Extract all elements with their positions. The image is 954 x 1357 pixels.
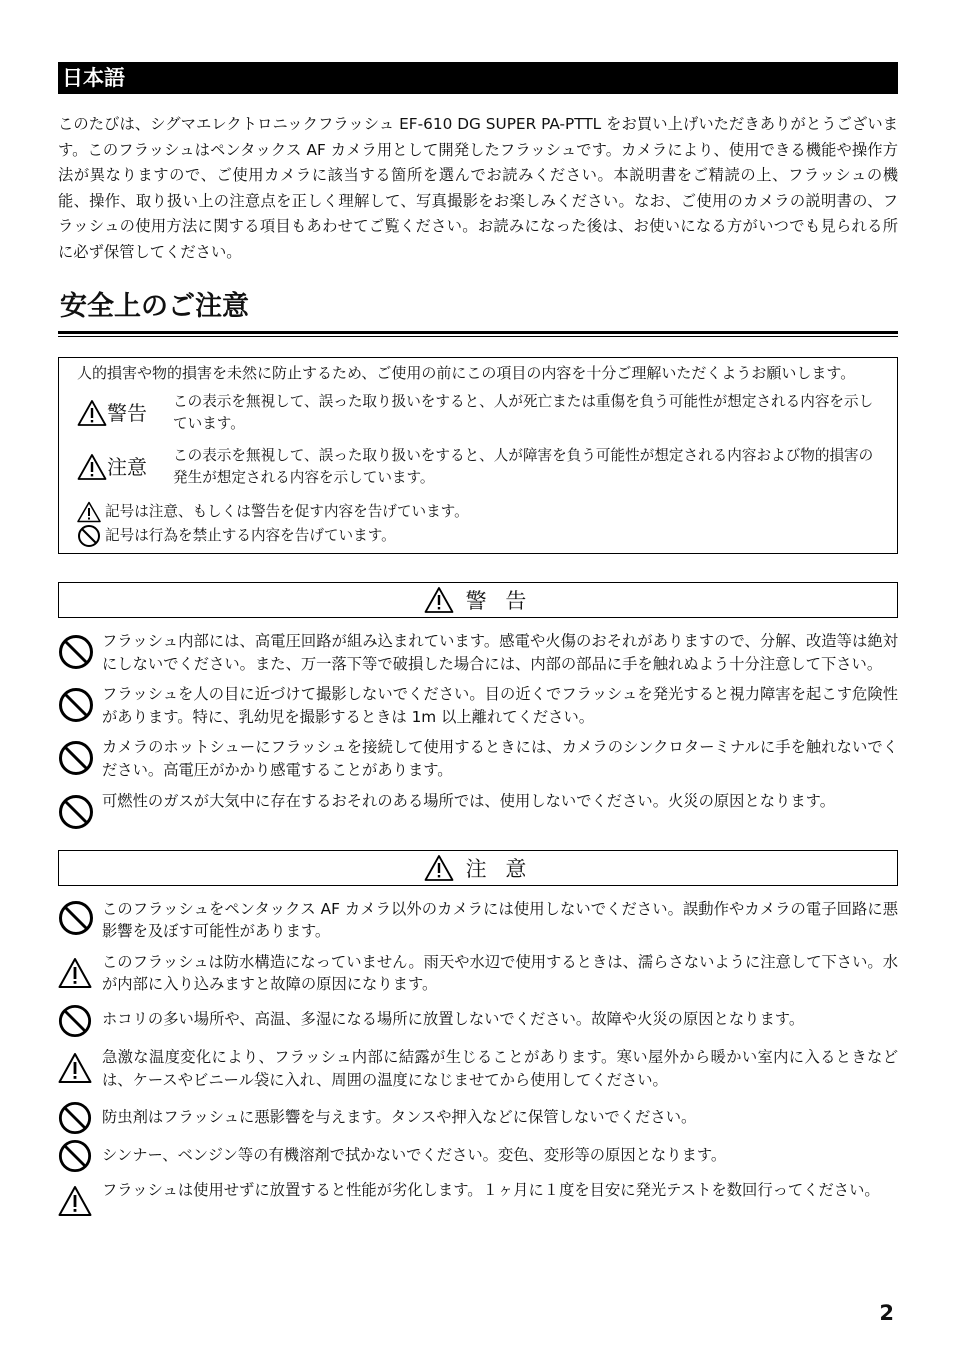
caution-list xyxy=(58,898,898,1218)
caution-triangle-icon xyxy=(58,1046,102,1084)
caution-triangle-icon xyxy=(424,854,454,882)
notice-lead: 人的損害や物的損害を未然に防止するため、ご使用の前にこの項目の内容を十分ご理解いただくようお願いします。 xyxy=(77,364,856,382)
manual-page xyxy=(58,62,898,1217)
safety-title: 安全上のご注意 xyxy=(60,291,249,322)
title-rule-thick xyxy=(58,331,898,334)
caution-item xyxy=(58,1004,898,1038)
prohibit-icon xyxy=(58,683,102,723)
prohibit-icon xyxy=(58,790,102,830)
caution-item-text: シンナー、ベンジン等の有機溶剤で拭かないでください。変色、変形等の原因となります。 xyxy=(102,1146,727,1165)
warning-definition xyxy=(77,391,879,435)
caution-triangle-icon xyxy=(58,1179,102,1217)
warning-item xyxy=(58,683,898,728)
caution-item xyxy=(58,1139,898,1173)
prohibit-icon xyxy=(58,898,102,936)
prohibit-icon xyxy=(77,524,105,548)
triangle-symbol-legend xyxy=(77,501,879,523)
warning-item xyxy=(58,790,898,830)
caution-item-text: 急激な温度変化により、フラッシュ内部に結露が生じることがあります。寒い屋外から暖かい室内に入るときなどは、ケースやビニール袋に入れ、周囲の温度になじませてから使用してください。 xyxy=(102,1047,898,1089)
caution-description: この表示を無視して、誤った取り扱いをすると、人が障害を負う可能性が想定される内容および物的損害の発生が想定される内容を示しています。 xyxy=(173,447,874,486)
prohibit-icon xyxy=(58,1101,102,1135)
warning-list xyxy=(58,630,898,830)
page-number: 2 xyxy=(879,1301,894,1325)
prohibit-icon xyxy=(58,1139,102,1173)
caution-item-text: このフラッシュをペンタックス AF カメラ以外のカメラには使用しないでください。誤動作やカメラの電子回路に悪影響を及ぼす可能性があります。 xyxy=(102,899,898,941)
prohibit-icon xyxy=(58,736,102,776)
prohibit-symbol-legend xyxy=(77,525,879,547)
caution-item xyxy=(58,898,898,943)
warning-item-text: 可燃性のガスが大気中に存在するおそれのある場所では、使用しないでください。火災の原因となります。 xyxy=(102,791,836,810)
caution-triangle-icon xyxy=(77,399,107,427)
caution-definition xyxy=(77,445,879,489)
prohibit-symbol-description: 記号は行為を禁止する内容を告げています。 xyxy=(105,527,396,544)
caution-item xyxy=(58,1101,898,1135)
caution-triangle-icon xyxy=(77,501,105,523)
warning-label-group xyxy=(77,399,173,427)
warning-label: 警告 xyxy=(107,401,147,425)
title-rule-thin xyxy=(58,336,898,337)
caution-item-text: 防虫剤はフラッシュに悪影響を与えます。タンスや押入などに保管しないでください。 xyxy=(102,1108,697,1127)
caution-section-heading: 注 意 xyxy=(465,856,533,881)
warning-description: この表示を無視して、誤った取り扱いをすると、人が死亡または重傷を負う可能性が想定される内容を示しています。 xyxy=(173,393,874,432)
notice-box xyxy=(58,357,898,554)
warning-item-text: フラッシュ内部には、高電圧回路が組み込まれています。感電や火傷のおそれがありますので、分解、改造等は絶対にしないでください。また、万一落下等で破損した場合には、内部の部品に手を触れぬよう十分注意して下さい。 xyxy=(102,632,898,673)
warning-item xyxy=(58,630,898,675)
prohibit-icon xyxy=(58,630,102,670)
caution-triangle-icon xyxy=(424,586,454,614)
caution-item-text: フラッシュは使用せずに放置すると性能が劣化します。１ヶ月に１度を目安に発光テストを数回行ってください。 xyxy=(102,1181,880,1200)
caution-triangle-icon xyxy=(58,951,102,989)
caution-section-header xyxy=(58,850,898,886)
caution-triangle-icon xyxy=(77,453,107,481)
language-heading: 日本語 xyxy=(58,62,898,94)
caution-label: 注意 xyxy=(107,455,147,479)
caution-item xyxy=(58,951,898,996)
warning-section-heading: 警 告 xyxy=(465,589,533,613)
caution-item xyxy=(58,1046,898,1091)
warning-section-header xyxy=(58,582,898,618)
warning-item-text: フラッシュを人の目に近づけて撮影しないでください。目の近くでフラッシュを発光すると視力障害を起こす危険性があります。特に、乳幼児を撮影するときは 1m 以上離れてください。 xyxy=(102,685,898,726)
caution-item-text: このフラッシュは防水構造になっていません。雨天や水辺で使用するときは、濡らさないように注意して下さい。水が内部に入り込みますと故障の原因になります。 xyxy=(102,952,898,994)
caution-item-text: ホコリの多い場所や、高温、多湿になる場所に放置しないでください。故障や火災の原因となります。 xyxy=(102,1009,805,1028)
prohibit-icon xyxy=(58,1004,102,1038)
warning-item-text: カメラのホットシューにフラッシュを接続して使用するときには、カメラのシンクロターミナルに手を触れないでください。高電圧がかかり感電することがあります。 xyxy=(102,738,898,779)
intro-paragraph: このたびは、シグマエレクトロニックフラッシュ EF-610 DG SUPER PA-PTTL をお買い上げいただきありがとうございます。このフラッシュはペンタックス AF カメラ用として開発したフラッシュです。カメラにより、使用できる機能や操作方法が異なりますので、ご使用カメラに該当する箇所を選んでお読みください。本説明書をご精読の上、フラッシュの機能、操作、取り扱い上の注意点を正しく理解して、写真撮影をお楽しみください。なお、ご使用のカメラの説明書の、フラッシュの使用方法に関する項目もあわせてご覧ください。お読みになった後は、お使いになる方がいつでも見られる所に必ず保管してください。 xyxy=(58,115,898,261)
caution-item xyxy=(58,1179,898,1217)
caution-label-group xyxy=(77,453,173,481)
triangle-symbol-description: 記号は注意、もしくは警告を促す内容を告げています。 xyxy=(105,503,469,520)
warning-item xyxy=(58,736,898,781)
